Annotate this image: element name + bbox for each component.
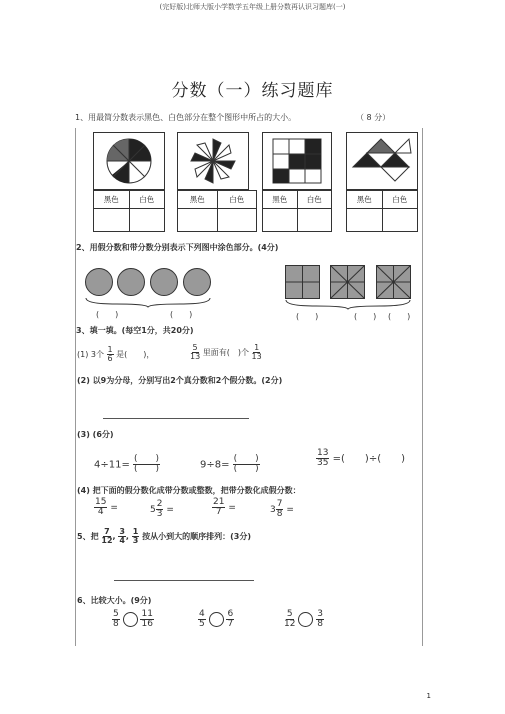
- answer-table-2: [177, 190, 257, 232]
- shaded-circle: [85, 268, 113, 296]
- circle-sectors-graphic: [94, 133, 164, 189]
- label-white: 白色: [392, 195, 408, 204]
- improper-fraction-2: $\frac{21}{7}$ =: [213, 497, 236, 517]
- q3-part-1b: $\frac{5}{13}$ 里面有( )个 $\frac{1}{13}$: [190, 343, 262, 361]
- pinwheel-graphic: [178, 133, 248, 189]
- page-title: 分数（一）练习题库: [171, 81, 334, 101]
- question-2-text: 2、用假分数和带分数分别表示下列图中涂色部分。(4分): [76, 243, 279, 252]
- shaded-square-star: [376, 265, 411, 299]
- q3-division-1: 4÷11= $\frac{( )}{( )}$: [94, 454, 160, 474]
- question-5-text: 5、把 $\frac{7}{12}$ , $\frac{3}{4}$ , $\frac{1}{3}$ 按从小到大的顺序排列：(3分): [77, 527, 252, 545]
- answer-table-4: [346, 190, 418, 232]
- label-black: 黑色: [347, 191, 383, 208]
- shaded-circle: [183, 268, 211, 296]
- answer-paren[interactable]: ( ): [354, 312, 377, 321]
- compare-circle[interactable]: [298, 612, 313, 627]
- label-black: 黑色: [178, 191, 218, 208]
- compare-pair-1: $\frac{5}{8}$ $\frac{11}{16}$: [113, 609, 153, 629]
- compare-pair-2: $\frac{4}{5}$ $\frac{6}{7}$: [199, 609, 234, 629]
- answer-cell[interactable]: [218, 209, 257, 231]
- answer-cell[interactable]: [94, 209, 130, 231]
- question-1-points: （ 8 分）: [356, 113, 391, 122]
- question-6-text: 6、比较大小。(9分): [77, 596, 152, 605]
- shaded-square-cross: [285, 265, 320, 299]
- q3-part-2: (2) 以9为分母，分别写出2个真分数和2个假分数。(2分): [77, 376, 283, 385]
- grid-graphic: [263, 133, 331, 189]
- label-black: 黑色: [94, 191, 130, 208]
- mixed-number-1: 5 $\frac{2}{3}$ =: [150, 499, 174, 519]
- figure-pinwheel: [177, 132, 249, 190]
- triangles-graphic: [347, 133, 417, 189]
- figure-circle-sectors: [93, 132, 165, 190]
- page-number: 1: [426, 692, 431, 700]
- brace-squares: [284, 298, 412, 310]
- compare-circle[interactable]: [209, 612, 224, 627]
- answer-paren[interactable]: ( ): [296, 312, 319, 321]
- figure-triangles: [346, 132, 418, 190]
- answer-paren[interactable]: ( ): [96, 310, 119, 319]
- answer-cell[interactable]: [347, 209, 383, 231]
- q3-division-3: $\frac{13}{35}$ =( )÷( ): [317, 448, 406, 468]
- improper-fraction-1: $\frac{15}{4}$ =: [95, 497, 118, 517]
- mixed-number-2: 3 $\frac{7}{8}$ =: [270, 499, 294, 519]
- q3-part-4: (4) 把下面的假分数化成带分数或整数，把带分数化成假分数：: [77, 486, 301, 495]
- question-1-text: 1、用最简分数表示黑色、白色部分在整个图形中所占的大小。: [75, 113, 297, 122]
- answer-cell[interactable]: [298, 209, 332, 231]
- answer-cell[interactable]: [383, 209, 418, 231]
- answer-paren[interactable]: ( ): [170, 310, 193, 319]
- answer-cell[interactable]: [263, 209, 298, 231]
- answer-paren[interactable]: ( ): [388, 312, 411, 321]
- answer-table-3: [262, 190, 332, 232]
- answer-line[interactable]: [114, 580, 254, 581]
- brace-circles: [84, 296, 214, 308]
- label-white: 白色: [306, 195, 322, 204]
- question-3-text: 3、填一填。(每空1分，共20分): [76, 326, 194, 335]
- answer-table-1: [93, 190, 165, 232]
- shaded-square-star: [330, 265, 365, 299]
- q3-division-2: 9÷8= $\frac{( )}{( )}$: [200, 454, 259, 474]
- q3-part-3: (3) (6分): [77, 430, 114, 439]
- answer-cell[interactable]: [178, 209, 218, 231]
- answer-line[interactable]: [103, 418, 249, 419]
- compare-circle[interactable]: [123, 612, 138, 627]
- q3-part-1: (1) 3个 $\frac{1}{6}$ 是( )，: [77, 345, 155, 363]
- label-black: 黑色: [263, 191, 298, 208]
- compare-pair-3: $\frac{5}{12}$ $\frac{3}{8}$: [284, 609, 323, 629]
- label-white: 白色: [229, 195, 245, 204]
- shaded-circle: [150, 268, 178, 296]
- shaded-circle: [117, 268, 145, 296]
- answer-cell[interactable]: [130, 209, 165, 231]
- label-white: 白色: [139, 195, 155, 204]
- figure-grid: [262, 132, 332, 190]
- page-header: (完好版)北师大版小学数学五年级上册分数再认识习题库(一): [159, 3, 346, 11]
